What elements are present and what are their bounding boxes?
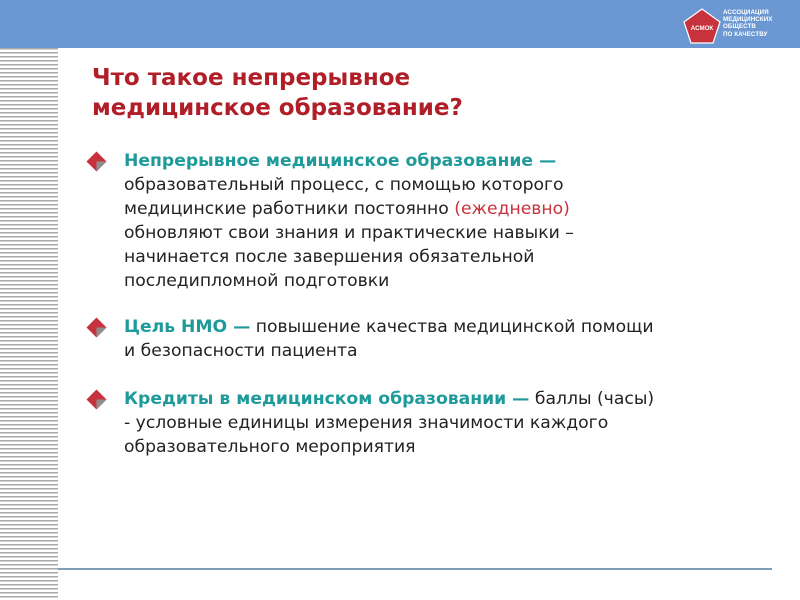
- logo-line: МЕДИЦИНСКИХ: [723, 16, 773, 24]
- page-title: [92, 63, 463, 123]
- diamond-bullet-icon: [86, 151, 107, 172]
- logo-line: ОБЩЕСТВ: [723, 23, 756, 31]
- diamond-bullet-icon: [86, 317, 107, 338]
- asmok-logo: [683, 8, 797, 48]
- logo-caption: [723, 9, 773, 38]
- highlight-note: (ежедневно): [454, 199, 570, 219]
- item-text: образовательного мероприятия: [124, 437, 416, 457]
- title-line: медицинское образование?: [92, 95, 463, 121]
- item-text: баллы (часы): [529, 389, 655, 409]
- item-text: и безопасности пациента: [124, 341, 358, 361]
- left-stripe-decoration: [0, 48, 58, 600]
- item-text: - условные единицы измерения значимости каждого: [124, 413, 609, 433]
- item-text: медицинские работники постоянно: [124, 199, 455, 219]
- term-label: Цель НМО —: [124, 317, 251, 337]
- logo-pentagon-icon: [683, 8, 721, 44]
- goal-item: [124, 315, 764, 363]
- logo-badge-text: АСМОК: [690, 25, 714, 32]
- logo-line: АССОЦИАЦИЯ: [723, 9, 769, 16]
- term-label: Кредиты в медицинском образовании —: [124, 389, 530, 409]
- credits-item: [124, 387, 764, 459]
- item-text: начинается после завершения обязательной: [124, 247, 535, 267]
- header-bar: [0, 0, 800, 48]
- item-text: последипломной подготовки: [124, 271, 390, 291]
- item-text: повышение качества медицинской помощи: [250, 317, 654, 337]
- item-text: образовательный процесс, с помощью которого: [124, 175, 564, 195]
- diamond-bullet-icon: [86, 389, 107, 410]
- item-text: обновляют свои знания и практические навыки –: [124, 223, 574, 243]
- footer-divider: [58, 568, 772, 570]
- definition-item: [124, 149, 764, 293]
- logo-line: ПО КАЧЕСТВУ: [723, 30, 768, 38]
- term-label: Непрерывное медицинское образование —: [124, 151, 557, 171]
- title-line: Что такое непрерывное: [92, 65, 411, 91]
